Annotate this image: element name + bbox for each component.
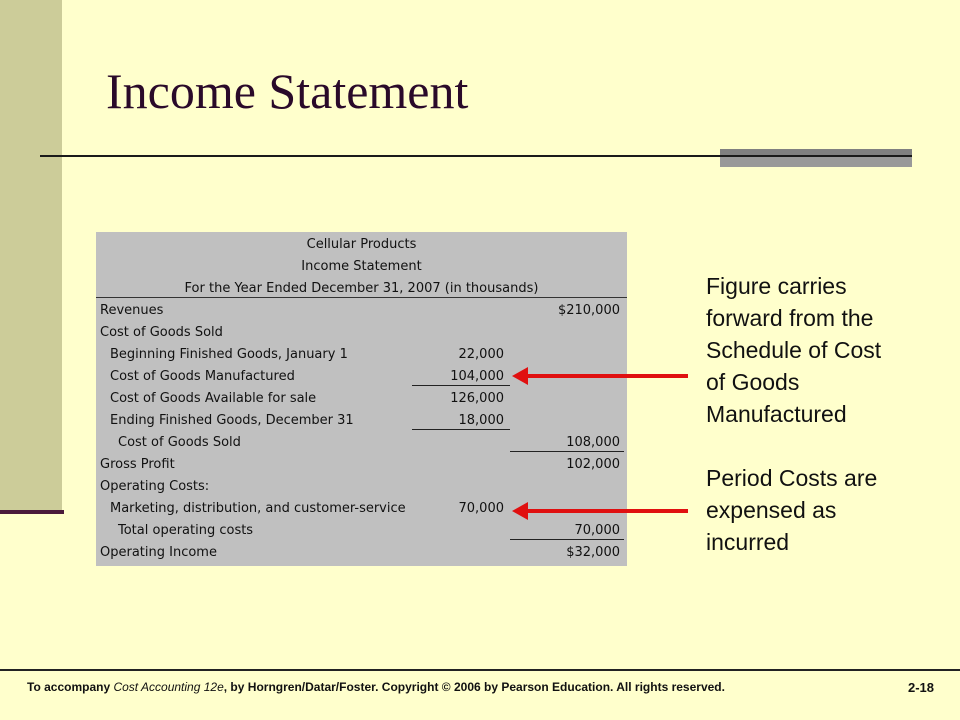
row-amount-total: 102,000 [566, 457, 620, 472]
note-period-costs [706, 462, 951, 558]
arrow-operating-costs [526, 509, 688, 513]
row-amount-total: $32,000 [566, 545, 620, 560]
page-title: Income Statement [106, 63, 469, 119]
row-amount: 18,000 [458, 413, 504, 428]
footer-prefix: To accompany [27, 680, 114, 694]
note-line: of Goods [706, 369, 800, 395]
underline [510, 451, 624, 452]
row-amount-cogm: 104,000 [450, 369, 504, 384]
note-carries-forward [706, 270, 951, 430]
note-line: expensed as [706, 497, 837, 523]
title-rule [40, 155, 912, 157]
row-label: Ending Finished Goods, December 31 [110, 413, 354, 428]
row-amount: 126,000 [450, 391, 504, 406]
statement-company: Cellular Products [306, 237, 417, 252]
income-statement-table [96, 232, 627, 566]
note-line: incurred [706, 529, 790, 555]
row-amount-total: $210,000 [557, 303, 620, 318]
underline [412, 385, 510, 386]
row-label: Cost of Goods Sold [100, 325, 223, 340]
row-label: Cost of Goods Sold [118, 435, 241, 450]
row-label: Marketing, distribution, and customer-service [110, 501, 406, 516]
statement-name: Income Statement [301, 259, 422, 274]
row-amount-total: 108,000 [566, 435, 620, 450]
row-label: Cost of Goods Manufactured [110, 369, 295, 384]
row-amount-total: 70,000 [574, 523, 620, 538]
row-label: Total operating costs [118, 523, 254, 538]
row-label: Operating Costs: [100, 479, 210, 494]
footer-credit [27, 680, 725, 694]
row-amount-operating: 70,000 [458, 501, 504, 516]
page-number: 2-18 [907, 680, 934, 695]
note-line: Manufactured [706, 401, 847, 427]
underline [412, 429, 510, 430]
note-line: forward from the [706, 305, 874, 331]
underline [510, 539, 624, 540]
note-line: Figure carries [706, 273, 847, 299]
header-divider [96, 297, 627, 298]
footer-suffix: , by Horngren/Datar/Foster. Copyright © 2006 by Pearson Education. All rights reserved. [223, 680, 725, 694]
row-amount: 22,000 [458, 347, 504, 362]
row-label: Beginning Finished Goods, January 1 [110, 347, 348, 362]
row-label: Operating Income [100, 545, 217, 560]
footer-book: Cost Accounting 12e [113, 680, 224, 694]
left-accent-bar [0, 0, 62, 512]
statement-period: For the Year Ended December 31, 2007 (in thousands) [184, 281, 539, 296]
row-label: Gross Profit [100, 457, 175, 472]
row-label: Revenues [100, 303, 164, 318]
arrow-cogm [526, 374, 688, 378]
row-label: Cost of Goods Available for sale [110, 391, 317, 406]
left-accent-line [0, 510, 64, 514]
note-line: Schedule of Cost [706, 337, 882, 363]
footer-rule [0, 669, 960, 671]
note-line: Period Costs are [706, 465, 878, 491]
